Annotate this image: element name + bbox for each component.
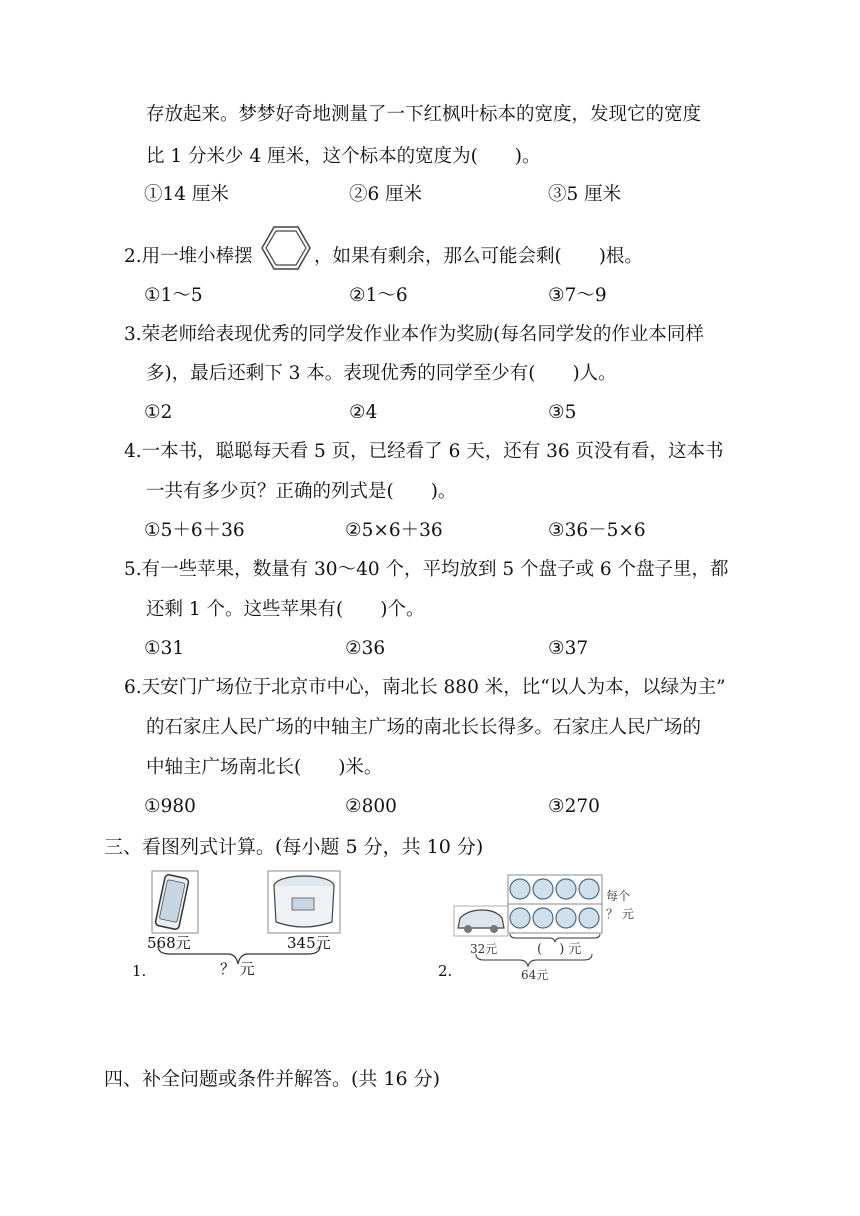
fig2-blank: ( ) 元	[537, 942, 582, 957]
q6-option-3: ③270	[548, 796, 600, 817]
q3-option-1: ①2	[144, 402, 173, 423]
q6-line1: 6.天安门广场位于北京市中心，南北长 880 米，比“以人为本，以绿为主”	[124, 677, 726, 698]
phone-icon	[152, 871, 198, 933]
fig1-total: ？ 元	[220, 960, 255, 978]
fig2-number: 2.	[438, 962, 453, 980]
q2-option-3: ③7～9	[548, 285, 607, 306]
q2-option-2: ②1～6	[349, 285, 408, 306]
q1-line2: 比 1 分米少 4 厘米，这个标本的宽度为( )。	[146, 146, 541, 167]
q6-option-1: ①980	[144, 796, 196, 817]
q5-line2: 还剩 1 个。这些苹果有( )个。	[146, 599, 425, 620]
section3-title: 三、看图列式计算。(每小题 5 分，共 10 分)	[104, 836, 484, 858]
hexagon-sticks-icon	[260, 224, 312, 272]
fig1-cooker-price: 345元	[287, 934, 331, 952]
fig2-car-price: 32元	[470, 942, 498, 956]
fig2-total: 64元	[521, 968, 549, 982]
q3-option-3: ③5	[548, 402, 577, 423]
q4-option-3: ③36－5×6	[548, 520, 646, 541]
fig2-each-price: ？ 元	[606, 907, 634, 921]
q4-line2: 一共有多少页？正确的列式是( )。	[146, 481, 457, 502]
fig2-each: 每个	[606, 889, 631, 903]
q5-line1: 5.有一些苹果，数量有 30～40 个，平均放到 5 个盘子或 6 个盘子里，都	[124, 559, 729, 580]
q5-option-2: ②36	[345, 638, 386, 659]
q3-line2: 多)，最后还剩下 3 本。表现优秀的同学至少有( )人。	[146, 363, 617, 384]
q6-option-2: ②800	[345, 796, 397, 817]
q1-option-1: ①14 厘米	[144, 184, 229, 205]
q5-option-1: ①31	[144, 638, 185, 659]
q1-option-3: ③5 厘米	[548, 184, 622, 205]
q5-option-3: ③37	[548, 638, 589, 659]
q1-line1: 存放起来。梦梦好奇地测量了一下红枫叶标本的宽度，发现它的宽度	[146, 104, 702, 125]
plates-icon	[508, 875, 602, 933]
q3-line1: 3.荣老师给表现优秀的同学发作业本作为奖励(每名同学发的作业本同样	[124, 324, 704, 345]
q3-option-2: ②4	[349, 402, 378, 423]
q4-line1: 4.一本书，聪聪每天看 5 页，已经看了 6 天，还有 36 页没有看，这本书	[124, 441, 724, 462]
rice-cooker-icon	[268, 871, 340, 933]
fig1-phone-price: 568元	[147, 934, 191, 952]
fig1-number: 1.	[132, 962, 147, 980]
section4-title: 四、补全问题或条件并解答。(共 16 分)	[104, 1068, 441, 1090]
q4-option-1: ①5＋6＋36	[144, 520, 245, 541]
q2-suffix: ，如果有剩余，那么可能会剩( )根。	[314, 246, 643, 267]
q6-line2: 的石家庄人民广场的中轴主广场的南北长长得多。石家庄人民广场的	[146, 717, 702, 738]
q2-option-1: ①1～5	[144, 285, 203, 306]
q2-prefix: 2.用一堆小棒摆	[124, 246, 253, 267]
q4-option-2: ②5×6＋36	[345, 520, 443, 541]
toy-car-icon	[454, 906, 508, 936]
q1-option-2: ②6 厘米	[349, 184, 423, 205]
q6-line3: 中轴主广场南北长( )米。	[146, 757, 383, 778]
